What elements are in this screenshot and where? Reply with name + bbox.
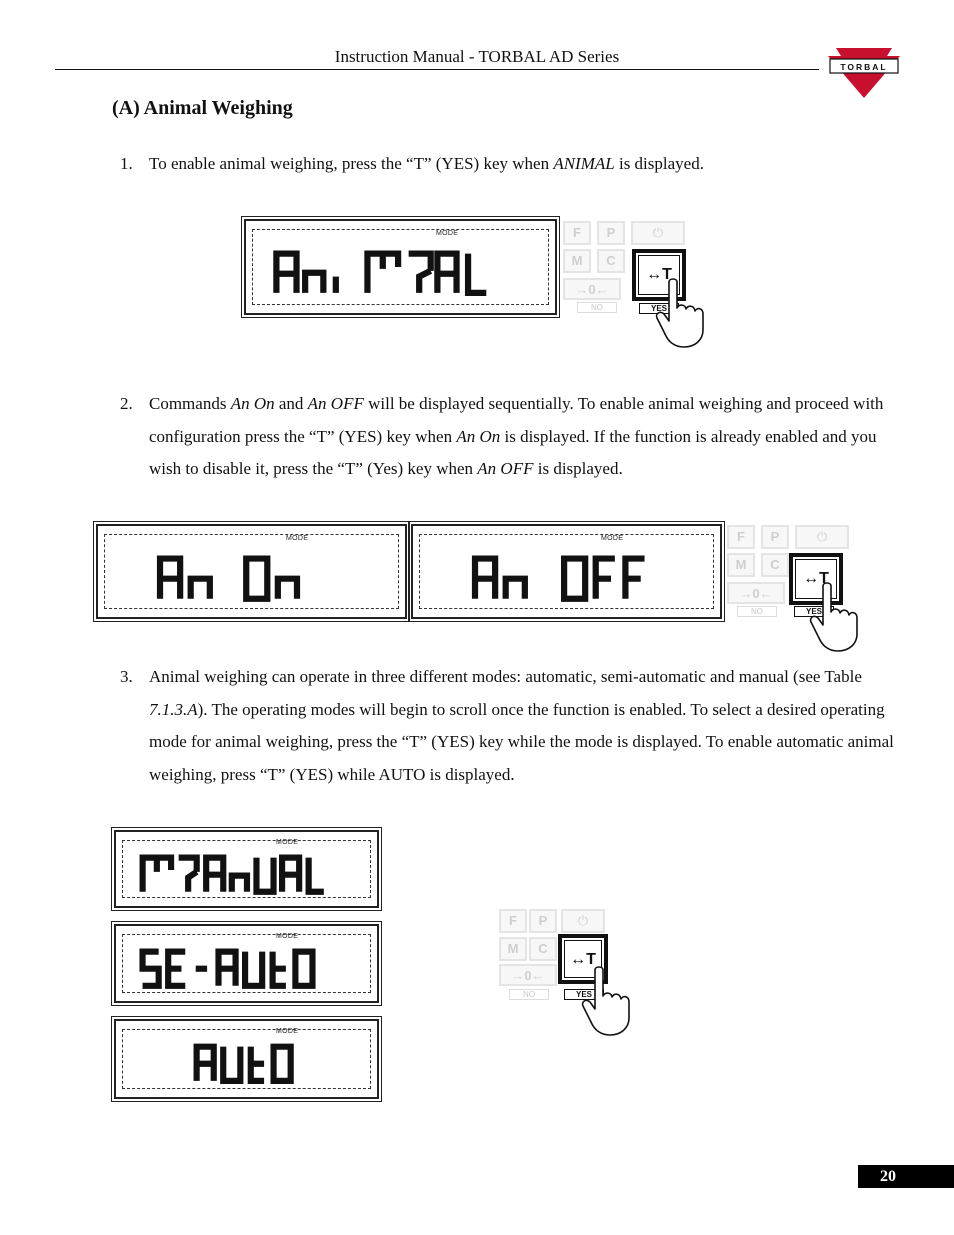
page-number: 20 [858,1165,954,1188]
no-label: NO [577,302,617,313]
lcd-animal [244,219,557,315]
section-heading: (A) Animal Weighing [112,97,293,119]
step-text: Animal weighing can operate in three different modes: automatic, semi-automatic and manual (see Table [149,667,862,686]
segment-text-animal [246,221,555,313]
key-f[interactable]: F [563,221,591,245]
step-text: will be displayed sequentially. To enable animal weighing and proceed with configuration press the “T” (YES) key when [149,394,884,446]
tare-icon: ↔T [795,559,837,599]
header-rule [55,69,819,70]
step-emphasis: An On [230,394,275,413]
step-text: is displayed. [614,154,704,173]
yes-label: YES [794,606,834,617]
keypad-2 [724,522,854,652]
yes-label: YES [639,303,679,314]
lcd-auto [114,1019,379,1099]
step-number: 2. [120,394,133,413]
mode-label: MODE [276,933,299,940]
power-icon[interactable]: ⏻ [795,525,849,549]
mode-label: MODE [276,1028,299,1035]
step-1 [120,148,900,181]
logo-text: TORBAL [840,62,888,72]
step-emphasis: ANIMAL [553,154,615,173]
key-f[interactable]: F [499,909,527,933]
key-zero[interactable]: →0← [499,964,557,986]
segment-text-an-off [413,526,720,617]
step-emphasis: An On [456,426,501,446]
pointing-hand-icon [655,278,715,348]
step-emphasis: 7.1.3.A [149,699,198,719]
no-label: NO [737,606,777,617]
segment-text-manual [116,832,377,906]
key-c[interactable]: C [597,249,625,273]
step-2 [120,388,900,486]
segment-text-an-on [98,526,405,617]
key-zero[interactable]: →0← [727,582,785,604]
step-text: is displayed. If the function is already enabled and you wish to disable it, press the “T” (Yes) key when [149,426,877,478]
step-3 [120,661,900,791]
step-text: and [274,394,308,413]
key-c[interactable]: C [529,937,557,961]
key-p[interactable]: P [597,221,625,245]
key-zero[interactable]: →0← [563,278,621,300]
step-emphasis: An OFF [477,459,534,478]
key-m[interactable]: M [563,249,591,273]
lcd-an-off [411,524,722,619]
pointing-hand-icon [581,966,641,1036]
lcd-se-auto [114,924,379,1003]
segment-text-auto [116,1021,377,1097]
keypad-1 [560,218,690,348]
key-p[interactable]: P [761,525,789,549]
yes-label: YES [564,989,604,1000]
key-f[interactable]: F [727,525,755,549]
step-number: 1. [120,154,133,173]
pointing-hand-icon [809,582,869,652]
key-m[interactable]: M [499,937,527,961]
header-title: Instruction Manual - TORBAL AD Series [334,47,620,66]
mode-label: MODE [601,535,624,542]
step-text: is displayed. [533,459,623,478]
mode-label: MODE [436,230,459,237]
mode-label: MODE [286,535,309,542]
keypad-3 [496,906,626,1036]
mode-label: MODE [276,839,299,846]
key-m[interactable]: M [727,553,755,577]
step-emphasis: An OFF [307,394,364,413]
no-label: NO [509,989,549,1000]
step-text: To enable animal weighing, press the “T” (YES) key when [149,154,554,173]
power-icon[interactable]: ⏻ [561,909,605,933]
power-icon[interactable]: ⏻ [631,221,685,245]
step-number: 3. [120,667,133,686]
key-p[interactable]: P [529,909,557,933]
torbal-logo [826,44,902,100]
tare-icon: ↔T [564,940,602,978]
lcd-an-on [96,524,407,619]
step-text: ). The operating modes will begin to scroll once the function is enabled. To select a desired operating mode for animal weighing, press the “T” (YES) key while the mode is displayed. To enable automatic animal weighing, press “T” (YES) while AUTO is displayed. [149,699,894,784]
lcd-manual [114,830,379,908]
key-c[interactable]: C [761,553,789,577]
tare-icon: ↔T [638,255,680,295]
step-text: Commands [149,394,231,413]
segment-text-se-auto [116,926,377,1001]
